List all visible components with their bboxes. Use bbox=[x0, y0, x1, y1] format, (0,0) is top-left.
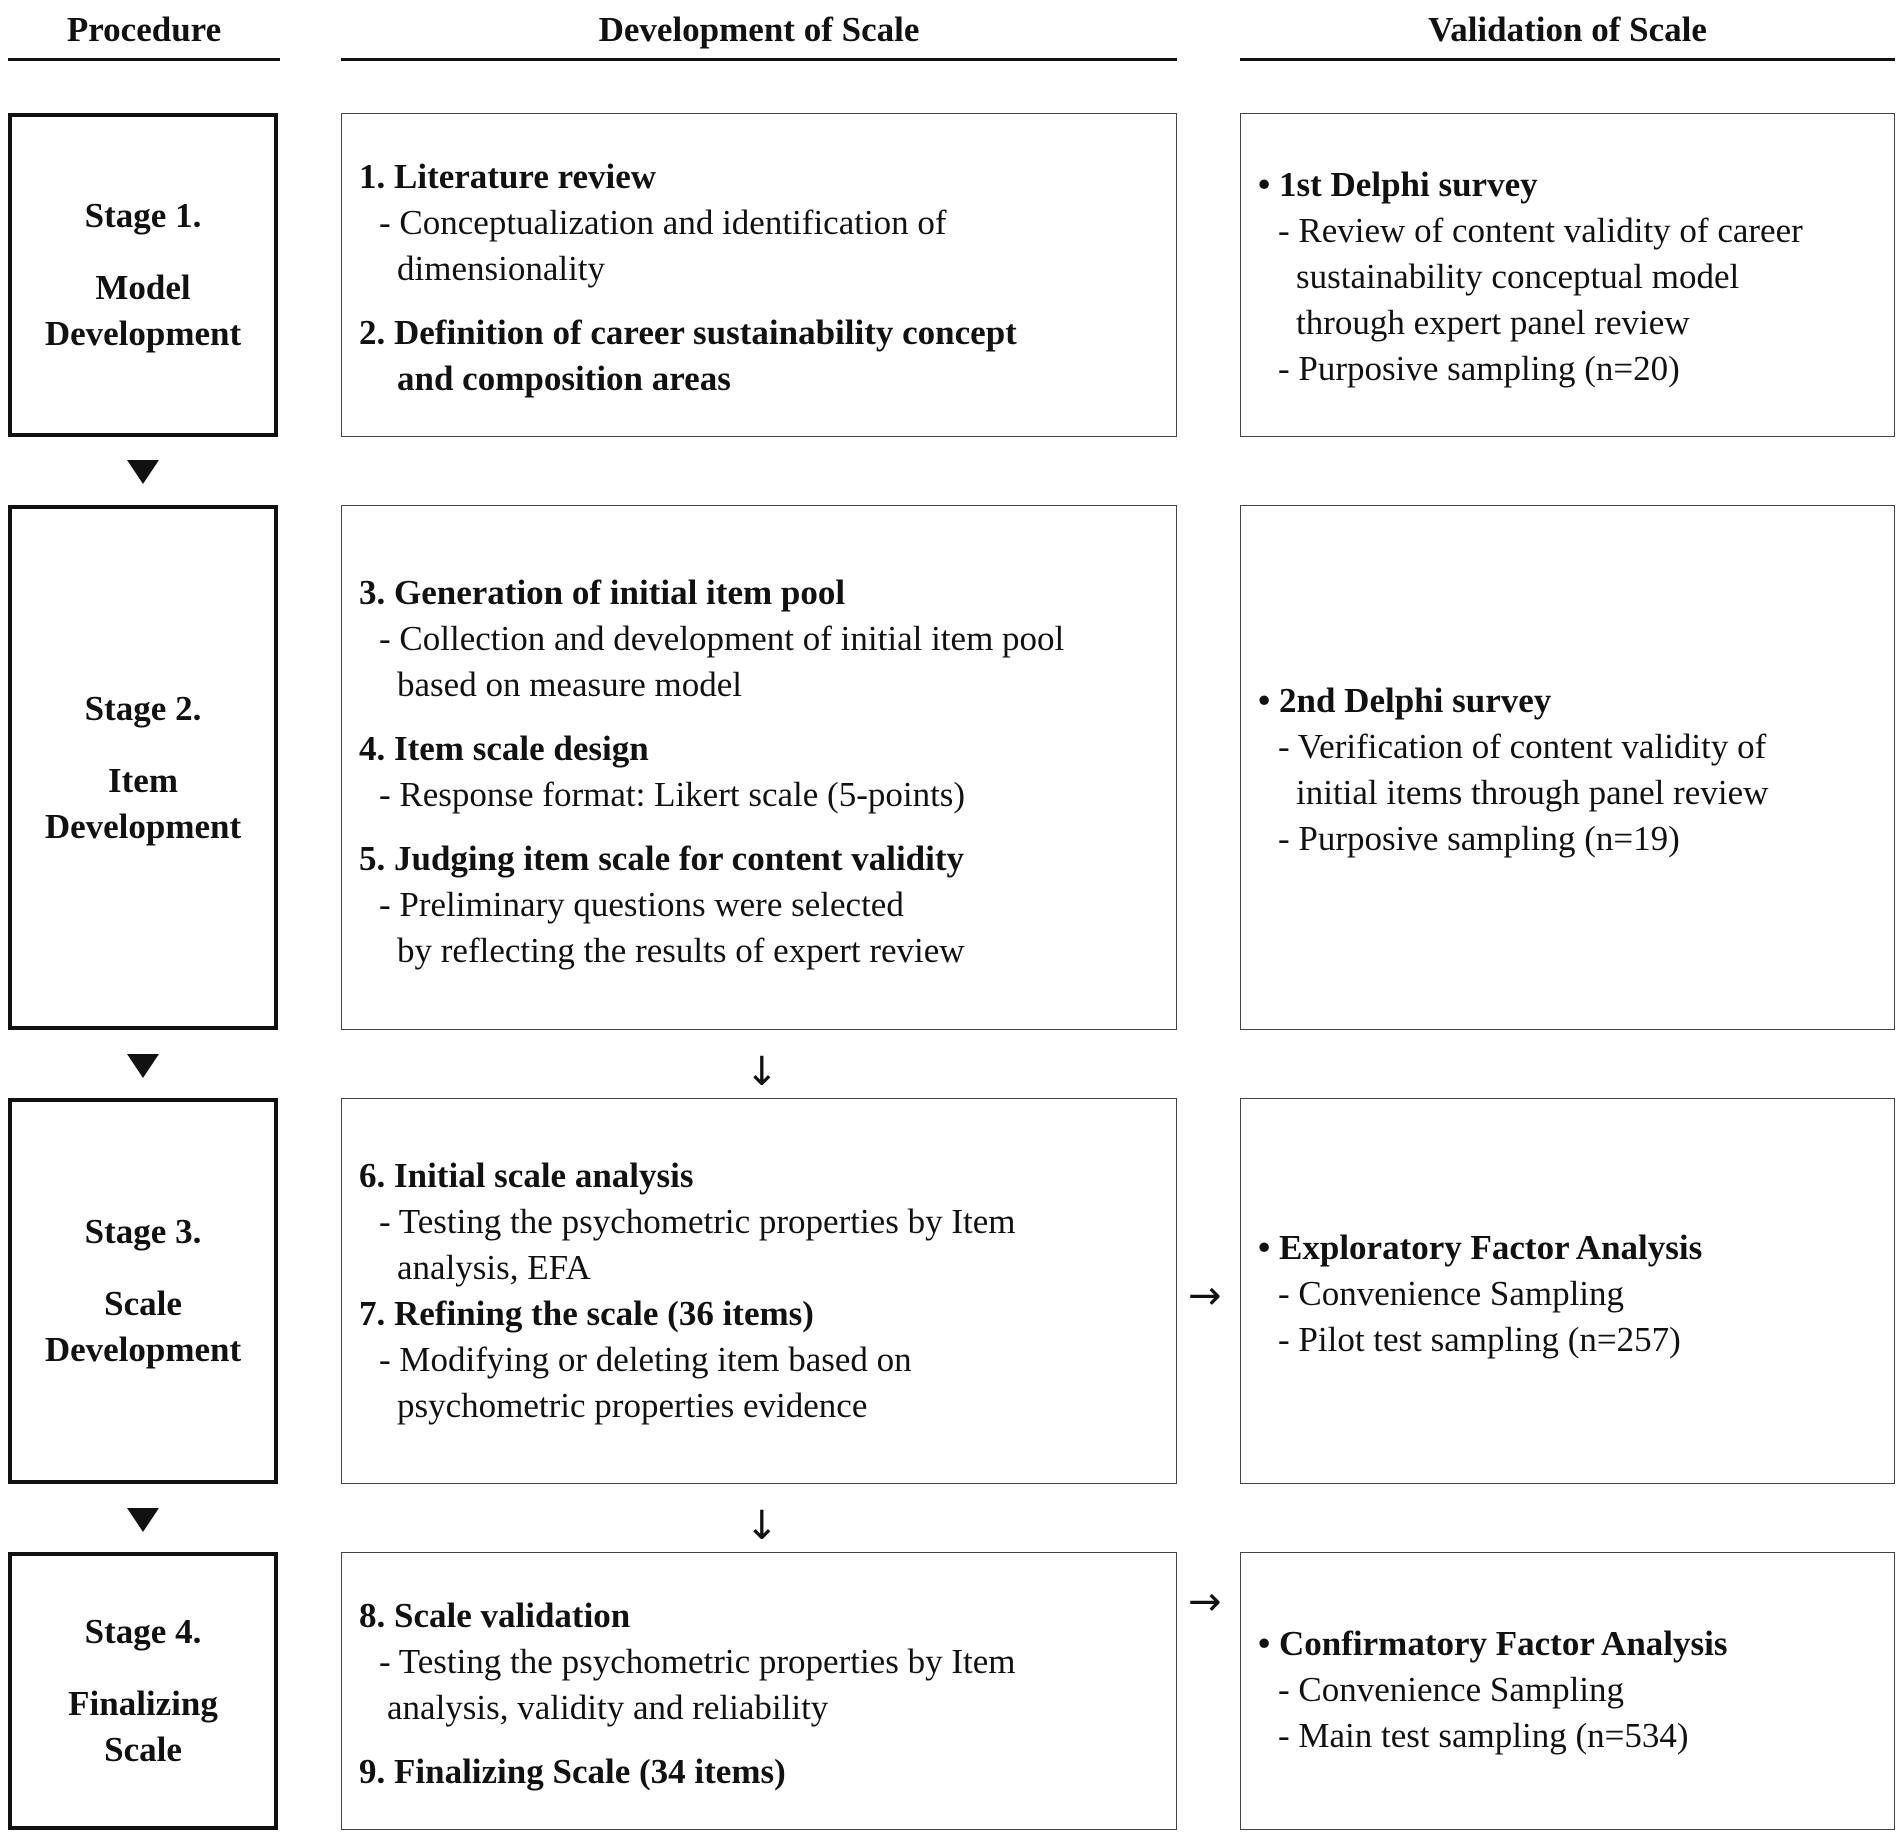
stage-3-name-line-1: Scale bbox=[104, 1284, 182, 1323]
dev-item-6-desc-line-1: - Testing the psychometric properties by Item bbox=[379, 1202, 1016, 1241]
dev-item-6-desc bbox=[359, 1199, 1158, 1291]
val-4-bullet-2: - Main test sampling (n=534) bbox=[1278, 1716, 1689, 1755]
dev-item-2 bbox=[359, 310, 1158, 402]
dev-item-8 bbox=[359, 1593, 1158, 1731]
dev-flow-down-arrow-1-icon: ↓ bbox=[745, 1049, 779, 1095]
val-1-bullet-2: - Purposive sampling (n=20) bbox=[1278, 349, 1680, 388]
dev-item-5-desc-line-2: by reflecting the results of expert review bbox=[397, 931, 965, 970]
dev-item-2-title-line-1: 2. Definition of career sustainability concept bbox=[359, 313, 1017, 352]
header-procedure: Procedure bbox=[66, 10, 222, 49]
stage-4-name-line-1: Finalizing bbox=[68, 1684, 218, 1723]
stage-4-name-line-2: Scale bbox=[104, 1730, 182, 1769]
header-validation-rule bbox=[1240, 58, 1895, 61]
dev-item-1-title: 1. Literature review bbox=[359, 157, 657, 196]
stage-1-development-box bbox=[341, 113, 1177, 437]
dev-item-4-desc-line-1: - Response format: Likert scale (5-points) bbox=[379, 775, 966, 814]
dev-to-val-arrow-1-icon: → bbox=[1188, 1273, 1222, 1319]
header-development: Development of Scale bbox=[598, 10, 920, 49]
val-3-bullets bbox=[1258, 1271, 1880, 1363]
val-1-bullet-1-line-2: sustainability conceptual model bbox=[1296, 257, 1740, 296]
stage-1-name-line-1: Model bbox=[95, 268, 191, 307]
dev-item-6-title: 6. Initial scale analysis bbox=[359, 1156, 694, 1195]
dev-item-5-desc-line-1: - Preliminary questions were selected bbox=[379, 885, 904, 924]
dev-item-2-title-line-2: and composition areas bbox=[397, 359, 731, 398]
stage-3-development-box bbox=[341, 1098, 1177, 1484]
dev-item-6-desc-line-2: analysis, EFA bbox=[397, 1248, 591, 1287]
dev-item-4 bbox=[359, 726, 1158, 818]
header-procedure-rule bbox=[8, 58, 280, 61]
stage-1-to-2-arrow-icon bbox=[127, 460, 159, 484]
stage-1-number: Stage 1. bbox=[84, 196, 202, 235]
dev-item-6 bbox=[359, 1153, 1158, 1291]
dev-item-7-desc-line-2: psychometric properties evidence bbox=[397, 1386, 868, 1425]
dev-item-8-desc-line-1: - Testing the psychometric properties by Item bbox=[379, 1642, 1016, 1681]
stage-2-number: Stage 2. bbox=[84, 688, 202, 728]
dev-flow-down-arrow-2-icon: ↓ bbox=[745, 1503, 779, 1549]
dev-item-7-desc bbox=[359, 1337, 1158, 1429]
val-2-bullet-2: - Purposive sampling (n=19) bbox=[1278, 819, 1680, 858]
val-1-bullet-1-line-3: through expert panel review bbox=[1296, 303, 1690, 342]
stage-2-to-3-arrow-icon bbox=[127, 1054, 159, 1078]
stage-4-number: Stage 4. bbox=[84, 1612, 202, 1651]
val-4-title: • Confirmatory Factor Analysis bbox=[1258, 1624, 1728, 1663]
stage-2-name-line-1: Item bbox=[108, 760, 178, 800]
dev-item-3 bbox=[359, 570, 1158, 708]
val-3-bullet-1: - Convenience Sampling bbox=[1278, 1274, 1625, 1313]
stage-2-validation-box bbox=[1240, 505, 1895, 1030]
dev-item-8-desc-line-2: analysis, validity and reliability bbox=[387, 1688, 829, 1727]
dev-to-val-arrow-2-icon: → bbox=[1188, 1579, 1222, 1625]
val-4-bullet-1: - Convenience Sampling bbox=[1278, 1670, 1625, 1709]
dev-item-7 bbox=[359, 1291, 1158, 1429]
val-1-title: • 1st Delphi survey bbox=[1258, 165, 1538, 204]
val-4-bullets bbox=[1258, 1667, 1880, 1759]
dev-item-5-desc bbox=[359, 882, 1158, 974]
dev-item-8-desc bbox=[359, 1639, 1158, 1731]
stage-4-development-box bbox=[341, 1552, 1177, 1830]
dev-item-7-desc-line-1: - Modifying or deleting item based on bbox=[379, 1340, 912, 1379]
dev-item-5-title: 5. Judging item scale for content validity bbox=[359, 839, 965, 878]
dev-item-4-title: 4. Item scale design bbox=[359, 729, 649, 768]
val-1-bullet-1-line-1: - Review of content validity of career bbox=[1278, 211, 1803, 250]
dev-item-4-desc bbox=[359, 772, 1158, 818]
dev-item-8-title: 8. Scale validation bbox=[359, 1596, 631, 1635]
stage-3-box bbox=[8, 1098, 278, 1484]
dev-item-3-desc-line-2: based on measure model bbox=[397, 665, 743, 704]
dev-item-1-desc bbox=[359, 200, 1158, 292]
stage-1-name-line-2: Development bbox=[44, 314, 242, 353]
dev-item-3-desc-line-1: - Collection and development of initial item pool bbox=[379, 619, 1065, 658]
val-3-title: • Exploratory Factor Analysis bbox=[1258, 1228, 1703, 1267]
val-1-bullets bbox=[1258, 208, 1880, 392]
val-2-title: • 2nd Delphi survey bbox=[1258, 681, 1552, 720]
stage-3-number: Stage 3. bbox=[84, 1212, 202, 1251]
dev-item-9-title: 9. Finalizing Scale (34 items) bbox=[359, 1752, 786, 1791]
dev-item-5 bbox=[359, 836, 1158, 974]
header-validation: Validation of Scale bbox=[1428, 10, 1707, 49]
dev-item-3-desc bbox=[359, 616, 1158, 708]
val-3-bullet-2: - Pilot test sampling (n=257) bbox=[1278, 1320, 1681, 1359]
val-2-bullets bbox=[1258, 724, 1880, 862]
dev-item-1-desc-line-1: - Conceptualization and identification of bbox=[379, 203, 947, 242]
dev-item-1-desc-line-2: dimensionality bbox=[397, 249, 606, 288]
val-2-bullet-1-line-1: - Verification of content validity of bbox=[1278, 727, 1767, 766]
stage-2-name-line-2: Development bbox=[44, 806, 242, 846]
dev-item-9 bbox=[359, 1749, 1158, 1795]
stage-4-validation-box bbox=[1240, 1552, 1895, 1830]
stage-2-box bbox=[8, 505, 278, 1030]
stage-2-development-box bbox=[341, 505, 1177, 1030]
stage-3-validation-box bbox=[1240, 1098, 1895, 1484]
dev-item-3-title: 3. Generation of initial item pool bbox=[359, 573, 846, 612]
dev-item-7-title: 7. Refining the scale (36 items) bbox=[359, 1294, 814, 1333]
stage-1-box bbox=[8, 113, 278, 437]
stage-4-box bbox=[8, 1552, 278, 1830]
header-development-rule bbox=[341, 58, 1177, 61]
stage-3-name-line-2: Development bbox=[44, 1330, 242, 1369]
stage-1-validation-box bbox=[1240, 113, 1895, 437]
stage-3-to-4-arrow-icon bbox=[127, 1508, 159, 1532]
dev-item-1 bbox=[359, 154, 1158, 292]
val-2-bullet-1-line-2: initial items through panel review bbox=[1296, 773, 1769, 812]
